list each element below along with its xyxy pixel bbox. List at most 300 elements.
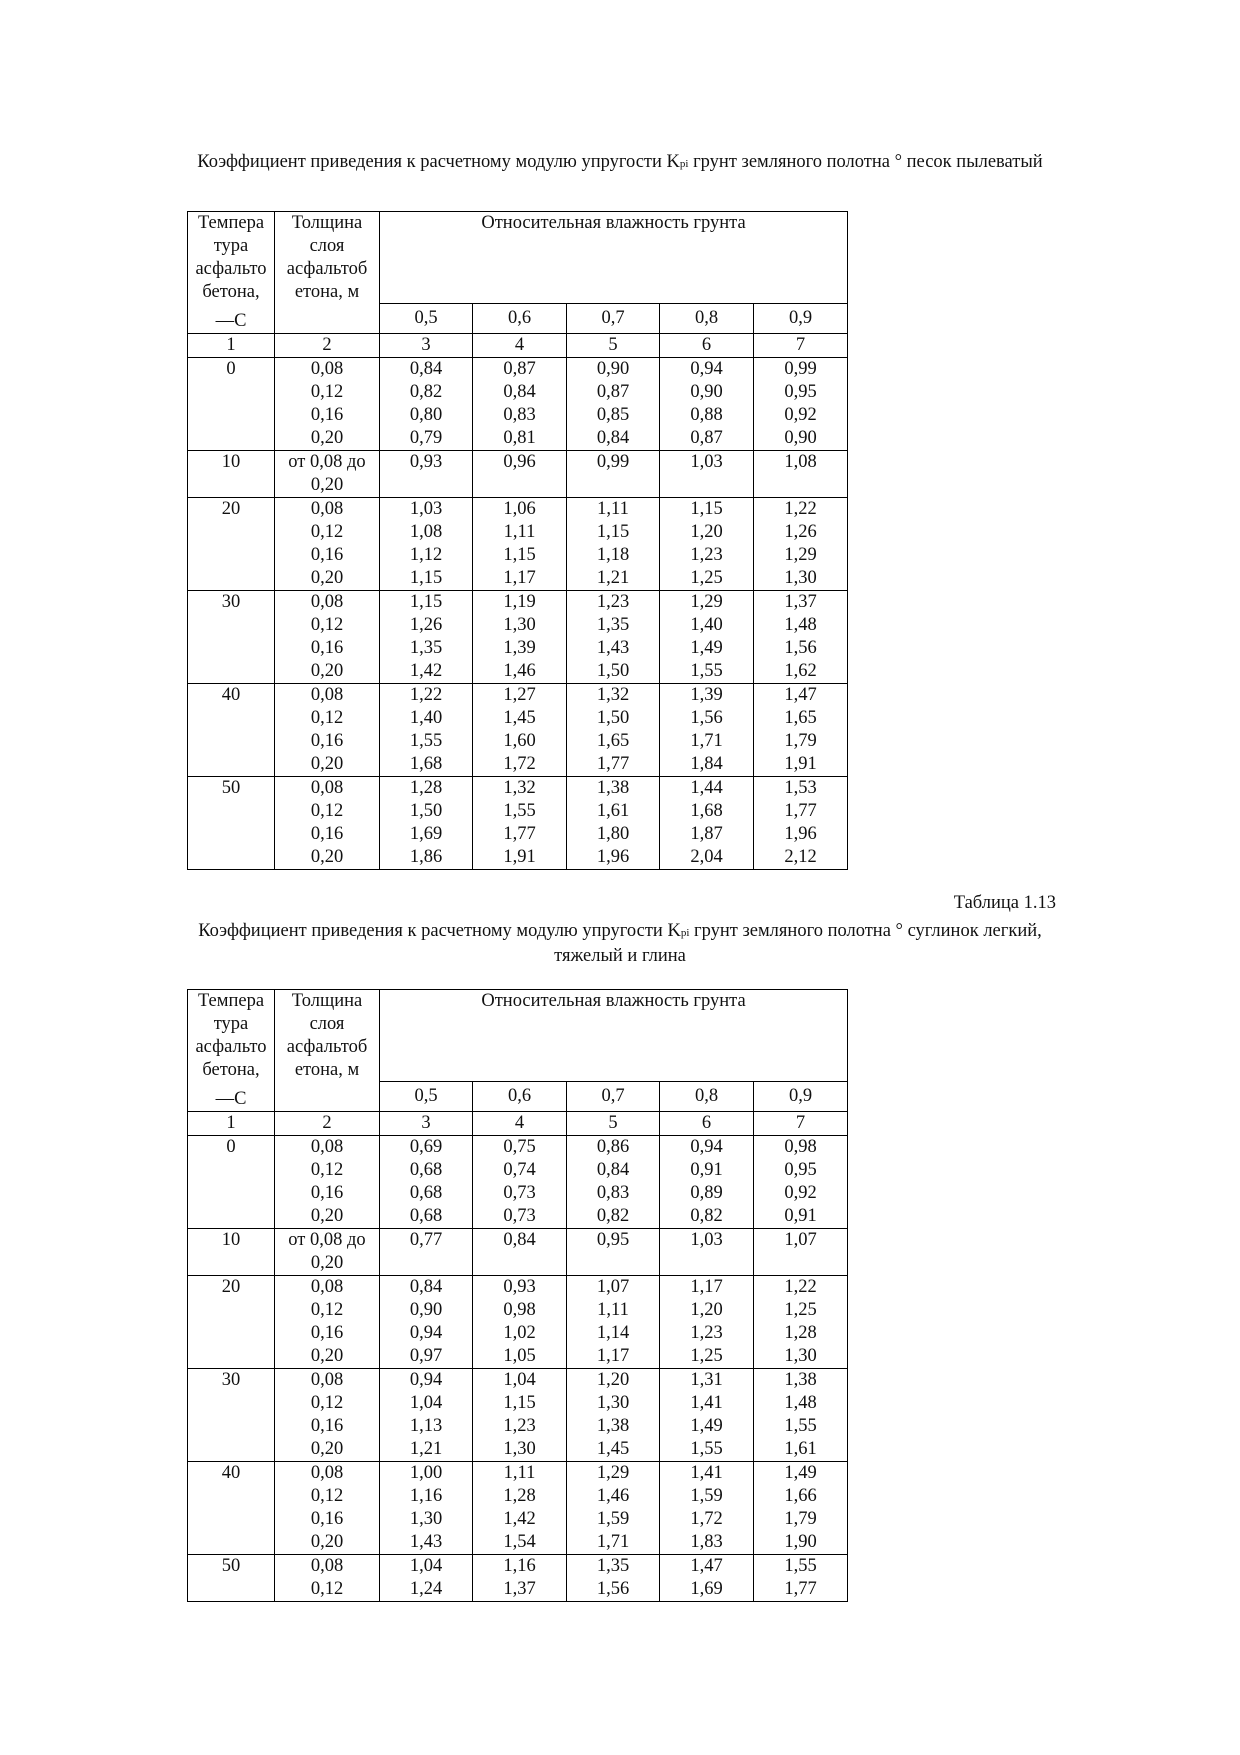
coefficient-value: 1,65 (784, 708, 817, 728)
coefficient-value: 1,80 (596, 824, 630, 844)
coefficient-value: 1,29 (784, 545, 817, 565)
coefficient-value: 1,62 (784, 661, 817, 681)
coefficient-value: 0,94 (690, 1137, 723, 1157)
coefficient-value: 1,15 (409, 592, 443, 612)
coefficient-value: 1,45 (503, 708, 536, 728)
coefficient-cell (660, 358, 754, 451)
humidity-value: 0,7 (567, 303, 660, 334)
coefficient-value: 0,94 (409, 1370, 443, 1390)
coefficient-value: 1,72 (503, 754, 536, 774)
temperature-cell: 30 (188, 591, 275, 684)
temperature-cell: 0 (188, 1136, 275, 1229)
humidity-header: Относительная влажность грунта (380, 990, 848, 1082)
coefficient-cell (380, 358, 473, 451)
coefficient-value: 1,56 (596, 1579, 630, 1599)
thickness-value: 0,08 (310, 685, 344, 705)
coefficient-cell (567, 777, 660, 870)
coefficient-value: 1,56 (690, 708, 723, 728)
coefficient-value: 1,07 (784, 1230, 817, 1250)
coefficient-value: 1,90 (784, 1532, 817, 1552)
coefficient-value: 1,84 (690, 754, 723, 774)
coefficient-value: 0,95 (784, 1160, 817, 1180)
coefficient-value: 0,77 (409, 1230, 443, 1250)
coefficient-cell (660, 777, 754, 870)
column-number: 4 (473, 1112, 567, 1136)
coefficient-cell (473, 1369, 567, 1462)
coefficient-cell (567, 358, 660, 451)
coefficient-value: 1,32 (596, 685, 630, 705)
coefficient-value: 1,26 (409, 615, 443, 635)
thickness-cell (275, 1136, 380, 1229)
temperature-header-line: тура (213, 1014, 249, 1034)
coefficient-value: 0,94 (690, 359, 723, 379)
coefficient-cell (380, 1555, 473, 1602)
column-number: 3 (380, 334, 473, 358)
thickness-value: 0,12 (310, 1579, 344, 1599)
thickness-header-line: асфальтоб (286, 1037, 368, 1057)
thickness-value: 0,12 (310, 1393, 344, 1413)
coefficient-value: 1,79 (784, 1509, 817, 1529)
thickness-cell (275, 498, 380, 591)
coefficient-cell (660, 591, 754, 684)
coefficient-value: 1,60 (503, 731, 536, 751)
thickness-value: 0,08 (310, 1277, 344, 1297)
thickness-value: 0,20 (310, 475, 344, 495)
coefficient-cell (660, 684, 754, 777)
coefficient-value: 1,21 (596, 568, 630, 588)
temperature-cell: 50 (188, 1555, 275, 1602)
coefficient-value: 0,95 (784, 382, 817, 402)
coefficient-cell (754, 1229, 848, 1276)
coefficient-value: 0,95 (596, 1230, 630, 1250)
temperature-cell: 10 (188, 1229, 275, 1276)
temperature-cell: 10 (188, 451, 275, 498)
table2-title-text: Коэффициент приведения к расчетному модулю упругости Kpi грунт земляного полотна ° суглинок легкий, тяжелый и глина (198, 921, 1042, 966)
coefficient-value: 1,12 (409, 545, 443, 565)
coefficient-cell (567, 1555, 660, 1602)
coefficient-value: 1,55 (784, 1556, 817, 1576)
coefficient-value: 0,84 (596, 1160, 630, 1180)
column-number-row (188, 1112, 848, 1136)
humidity-value: 0,8 (660, 303, 754, 334)
coefficient-value: 0,97 (409, 1346, 443, 1366)
coefficient-cell (754, 1276, 848, 1369)
coefficient-value: 1,65 (596, 731, 630, 751)
coefficient-value: 1,38 (784, 1370, 817, 1390)
coefficient-value: 1,29 (596, 1463, 630, 1483)
column-number: 3 (380, 1112, 473, 1136)
coefficient-value: 1,37 (503, 1579, 536, 1599)
column-number: 5 (567, 1112, 660, 1136)
table-row (188, 1555, 848, 1602)
coefficient-value: 1,08 (784, 452, 817, 472)
table2-page-clip (0, 989, 1240, 1605)
coefficient-value: 0,87 (690, 428, 723, 448)
coefficient-cell (754, 591, 848, 684)
coefficient-value: 0,91 (784, 1206, 817, 1226)
thickness-value: 0,08 (310, 778, 344, 798)
coefficient-cell (754, 1462, 848, 1555)
thickness-value: 0,20 (310, 661, 344, 681)
coefficient-value: 1,68 (690, 801, 723, 821)
coefficient-cell (660, 1276, 754, 1369)
thickness-value: 0,16 (310, 545, 344, 565)
coefficient-value: 1,55 (690, 1439, 723, 1459)
coefficient-value: 0,93 (503, 1277, 536, 1297)
coefficient-value: 1,30 (596, 1393, 630, 1413)
coefficient-cell (380, 1462, 473, 1555)
coefficient-value: 1,30 (503, 615, 536, 635)
thickness-value: 0,08 (310, 1556, 344, 1576)
thickness-header (275, 212, 380, 334)
coefficient-value: 1,49 (784, 1463, 817, 1483)
temperature-header-line: бетона, (202, 282, 260, 302)
coefficient-value: 1,03 (690, 1230, 723, 1250)
column-number: 6 (660, 1112, 754, 1136)
coefficient-value: 1,26 (784, 522, 817, 542)
coefficient-value: 0,84 (503, 382, 536, 402)
thickness-value: 0,12 (310, 708, 344, 728)
humidity-value: 0,6 (473, 1081, 567, 1112)
thickness-cell (275, 1229, 380, 1276)
coefficient-value: 1,77 (596, 754, 630, 774)
coefficient-value: 1,17 (690, 1277, 723, 1297)
thickness-value: 0,08 (310, 499, 344, 519)
coefficient-cell (660, 1229, 754, 1276)
coefficient-value: 1,22 (784, 1277, 817, 1297)
coefficient-value: 1,23 (503, 1416, 536, 1436)
coefficient-value: 1,11 (503, 1463, 536, 1483)
coefficient-value: 1,17 (503, 568, 536, 588)
coefficient-value: 1,68 (409, 754, 443, 774)
thickness-cell (275, 684, 380, 777)
coefficient-cell (473, 777, 567, 870)
coefficient-cell (380, 1369, 473, 1462)
thickness-cell (275, 1462, 380, 1555)
coefficient-value: 1,11 (503, 522, 536, 542)
coefficient-value: 0,93 (409, 452, 443, 472)
humidity-value: 0,7 (567, 1081, 660, 1112)
thickness-value: от 0,08 до (288, 1230, 366, 1250)
column-number: 7 (754, 1112, 848, 1136)
coefficient-value: 0,89 (690, 1183, 723, 1203)
temperature-header (188, 990, 275, 1112)
coefficient-value: 0,94 (409, 1323, 443, 1343)
table-row (188, 358, 848, 451)
coefficient-cell (380, 777, 473, 870)
coefficient-value: 1,43 (596, 638, 630, 658)
coefficient-cell (754, 451, 848, 498)
column-number: 6 (660, 334, 754, 358)
temperature-header-line: бетона, (202, 1060, 260, 1080)
coefficient-value: 1,77 (784, 1579, 817, 1599)
coefficient-value: 1,55 (503, 801, 536, 821)
thickness-cell (275, 591, 380, 684)
thickness-value: 0,12 (310, 382, 344, 402)
coefficient-value: 0,74 (503, 1160, 536, 1180)
coefficient-value: 0,87 (503, 359, 536, 379)
coefficient-value: 1,50 (409, 801, 443, 821)
table2-title (180, 920, 1060, 968)
thickness-cell (275, 1369, 380, 1462)
thickness-value: 0,20 (310, 568, 344, 588)
coefficient-cell (660, 1462, 754, 1555)
temperature-cell: 50 (188, 777, 275, 870)
coefficient-value: 1,40 (409, 708, 443, 728)
coefficient-cell (567, 684, 660, 777)
coefficient-value: 1,35 (596, 1556, 630, 1576)
coefficient-value: 1,49 (690, 638, 723, 658)
coefficient-value: 1,61 (784, 1439, 817, 1459)
thickness-header-line: Толщина (291, 991, 363, 1011)
thickness-value: 0,12 (310, 1160, 344, 1180)
temperature-header-line: асфальто (195, 1037, 267, 1057)
coefficient-value: 1,35 (409, 638, 443, 658)
coefficient-cell (754, 358, 848, 451)
table-row (188, 777, 848, 870)
thickness-value: 0,12 (310, 522, 344, 542)
coefficient-table-sand (187, 211, 848, 870)
coefficient-value: 0,91 (690, 1160, 723, 1180)
coefficient-value: 1,96 (784, 824, 817, 844)
coefficient-table-loam-clay (187, 989, 848, 1602)
thickness-header-line: асфальтоб (286, 259, 368, 279)
coefficient-value: 1,55 (690, 661, 723, 681)
coefficient-value: 0,69 (409, 1137, 443, 1157)
temperature-header-line: Темпера (197, 991, 265, 1011)
coefficient-value: 1,72 (690, 1509, 723, 1529)
coefficient-value: 1,18 (596, 545, 630, 565)
thickness-cell (275, 1555, 380, 1602)
thickness-value: 0,12 (310, 1486, 344, 1506)
coefficient-value: 1,15 (409, 568, 443, 588)
coefficient-value: 1,77 (503, 824, 536, 844)
coefficient-value: 0,68 (409, 1206, 443, 1226)
coefficient-value: 0,73 (503, 1206, 536, 1226)
coefficient-value: 1,77 (784, 801, 817, 821)
coefficient-value: 1,29 (690, 592, 723, 612)
coefficient-value: 0,84 (409, 1277, 443, 1297)
thickness-value: 0,20 (310, 428, 344, 448)
table-row (188, 684, 848, 777)
coefficient-cell (473, 684, 567, 777)
coefficient-value: 0,85 (596, 405, 630, 425)
coefficient-value: 1,11 (597, 1300, 629, 1320)
coefficient-value: 1,15 (690, 499, 723, 519)
thickness-value: 0,08 (310, 359, 344, 379)
coefficient-value: 1,86 (409, 847, 443, 867)
coefficient-value: 1,25 (690, 568, 723, 588)
coefficient-value: 1,13 (409, 1416, 443, 1436)
coefficient-value: 0,92 (784, 1183, 817, 1203)
coefficient-cell (380, 591, 473, 684)
coefficient-value: 1,44 (690, 778, 723, 798)
coefficient-value: 1,23 (690, 1323, 723, 1343)
coefficient-value: 1,16 (409, 1486, 443, 1506)
thickness-header-line: Толщина (291, 213, 363, 233)
coefficient-value: 1,06 (503, 499, 536, 519)
thickness-value: 0,20 (310, 1439, 344, 1459)
table-row (188, 1462, 848, 1555)
coefficient-value: 1,27 (503, 685, 536, 705)
coefficient-value: 1,41 (690, 1463, 723, 1483)
coefficient-value: 0,84 (503, 1230, 536, 1250)
coefficient-value: 1,45 (596, 1439, 630, 1459)
coefficient-value: 0,84 (596, 428, 630, 448)
coefficient-value: 1,21 (409, 1439, 443, 1459)
column-number: 5 (567, 334, 660, 358)
coefficient-value: 1,03 (690, 452, 723, 472)
table1-title (180, 151, 1060, 176)
temperature-cell: 20 (188, 1276, 275, 1369)
coefficient-value: 0,68 (409, 1183, 443, 1203)
column-number: 1 (188, 334, 275, 358)
coefficient-value: 1,53 (784, 778, 817, 798)
temperature-header-line: —С (215, 1089, 247, 1109)
coefficient-value: 0,90 (596, 359, 630, 379)
coefficient-value: 1,30 (784, 1346, 817, 1366)
thickness-value: 0,12 (310, 1300, 344, 1320)
coefficient-value: 0,82 (690, 1206, 723, 1226)
temperature-cell: 30 (188, 1369, 275, 1462)
coefficient-cell (473, 358, 567, 451)
coefficient-cell (380, 684, 473, 777)
coefficient-value: 0,75 (503, 1137, 536, 1157)
coefficient-cell (567, 498, 660, 591)
coefficient-value: 1,69 (409, 824, 443, 844)
thickness-value: 0,08 (310, 1137, 344, 1157)
coefficient-value: 1,48 (784, 1393, 817, 1413)
coefficient-value: 1,79 (784, 731, 817, 751)
temperature-header-line: Темпера (197, 213, 265, 233)
coefficient-value: 1,11 (597, 499, 629, 519)
coefficient-value: 1,55 (784, 1416, 817, 1436)
coefficient-value: 0,87 (596, 382, 630, 402)
coefficient-value: 0,79 (409, 428, 443, 448)
coefficient-cell (380, 498, 473, 591)
coefficient-value: 0,92 (784, 405, 817, 425)
coefficient-value: 1,91 (784, 754, 817, 774)
coefficient-cell (473, 591, 567, 684)
coefficient-cell (754, 498, 848, 591)
thickness-value: 0,20 (310, 754, 344, 774)
thickness-value: 0,16 (310, 405, 344, 425)
coefficient-value: 1,20 (596, 1370, 630, 1390)
coefficient-value: 1,23 (596, 592, 630, 612)
coefficient-cell (567, 591, 660, 684)
thickness-value: 0,20 (310, 1206, 344, 1226)
coefficient-value: 1,17 (596, 1346, 630, 1366)
thickness-value: 0,16 (310, 638, 344, 658)
coefficient-value: 0,83 (503, 405, 536, 425)
coefficient-value: 1,25 (690, 1346, 723, 1366)
coefficient-value: 1,16 (503, 1556, 536, 1576)
coefficient-value: 1,69 (690, 1579, 723, 1599)
temperature-header-line: —С (215, 311, 247, 331)
coefficient-value: 1,15 (596, 522, 630, 542)
coefficient-cell (473, 451, 567, 498)
coefficient-value: 1,02 (503, 1323, 536, 1343)
thickness-value: 0,16 (310, 824, 344, 844)
coefficient-value: 0,90 (690, 382, 723, 402)
thickness-value: от 0,08 до (288, 452, 366, 472)
humidity-value: 0,9 (754, 1081, 848, 1112)
column-number: 4 (473, 334, 567, 358)
thickness-header-line: слоя (309, 1014, 345, 1034)
coefficient-value: 1,08 (409, 522, 443, 542)
thickness-cell (275, 1276, 380, 1369)
coefficient-cell (754, 777, 848, 870)
coefficient-value: 1,30 (409, 1509, 443, 1529)
coefficient-value: 1,03 (409, 499, 443, 519)
coefficient-value: 1,83 (690, 1532, 723, 1552)
coefficient-value: 1,22 (784, 499, 817, 519)
temperature-cell: 0 (188, 358, 275, 451)
coefficient-cell (473, 498, 567, 591)
coefficient-value: 1,42 (503, 1509, 536, 1529)
column-number: 2 (275, 334, 380, 358)
coefficient-value: 1,39 (503, 638, 536, 658)
humidity-value: 0,6 (473, 303, 567, 334)
coefficient-value: 1,28 (503, 1486, 536, 1506)
coefficient-value: 1,66 (784, 1486, 817, 1506)
coefficient-value: 1,04 (503, 1370, 536, 1390)
coefficient-value: 1,37 (784, 592, 817, 612)
coefficient-value: 0,98 (784, 1137, 817, 1157)
coefficient-value: 1,07 (596, 1277, 630, 1297)
coefficient-value: 2,12 (784, 847, 817, 867)
thickness-value: 0,16 (310, 1183, 344, 1203)
coefficient-cell (754, 1369, 848, 1462)
coefficient-value: 1,47 (784, 685, 817, 705)
temperature-cell: 20 (188, 498, 275, 591)
coefficient-value: 1,40 (690, 615, 723, 635)
table-row (188, 1276, 848, 1369)
coefficient-value: 1,35 (596, 615, 630, 635)
coefficient-value: 1,59 (690, 1486, 723, 1506)
thickness-value: 0,12 (310, 801, 344, 821)
coefficient-value: 0,80 (409, 405, 443, 425)
coefficient-value: 1,55 (409, 731, 443, 751)
coefficient-cell (473, 1462, 567, 1555)
table-row (188, 1136, 848, 1229)
humidity-value: 0,8 (660, 1081, 754, 1112)
coefficient-value: 1,50 (596, 708, 630, 728)
temperature-header-line: асфальто (195, 259, 267, 279)
coefficient-value: 0,82 (596, 1206, 630, 1226)
coefficient-value: 1,05 (503, 1346, 536, 1366)
thickness-value: 0,08 (310, 1463, 344, 1483)
coefficient-value: 1,49 (690, 1416, 723, 1436)
coefficient-value: 1,50 (596, 661, 630, 681)
coefficient-cell (754, 684, 848, 777)
thickness-cell (275, 358, 380, 451)
coefficient-cell (754, 1136, 848, 1229)
thickness-value: 0,20 (310, 1346, 344, 1366)
coefficient-value: 1,59 (596, 1509, 630, 1529)
coefficient-cell (567, 1136, 660, 1229)
coefficient-cell (473, 1136, 567, 1229)
coefficient-value: 1,56 (784, 638, 817, 658)
thickness-value: 0,16 (310, 1509, 344, 1529)
header-row (188, 212, 848, 304)
coefficient-value: 1,23 (690, 545, 723, 565)
temperature-cell: 40 (188, 684, 275, 777)
coefficient-value: 0,90 (409, 1300, 443, 1320)
coefficient-value: 0,98 (503, 1300, 536, 1320)
humidity-header: Относительная влажность грунта (380, 212, 848, 304)
coefficient-value: 1,61 (596, 801, 630, 821)
